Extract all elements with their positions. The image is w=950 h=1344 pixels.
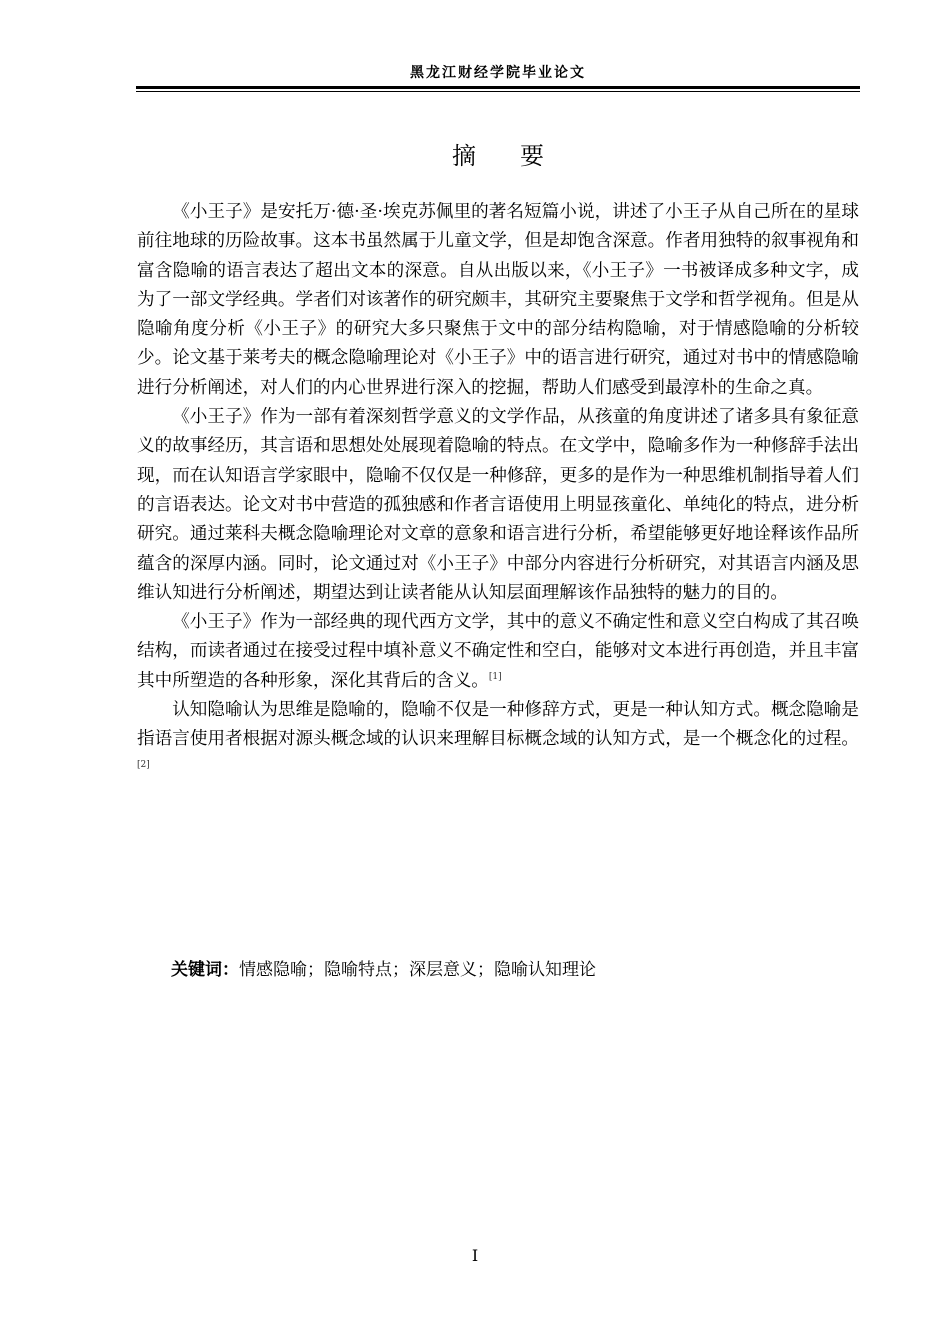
abstract-title-part2: 要 <box>520 142 544 170</box>
abstract-paragraph-3 <box>137 608 859 696</box>
abstract-title <box>136 140 860 172</box>
abstract-title-part1: 摘 <box>452 142 476 170</box>
citation-marker: [2] <box>137 759 150 770</box>
header-rule-thin <box>136 91 860 92</box>
paragraph-text: 《小王子》作为一部经典的现代西方文学，其中的意义不确定性和意义空白构成了其召唤结构，而读者通过在接受过程中填补意义不确定性和空白，能够对文本进行再创造，并且丰富其中所塑造的各种形象，深化其背后的含义。 <box>137 612 859 691</box>
abstract-paragraph-1 <box>137 198 859 403</box>
paragraph-text: 《小王子》作为一部有着深刻哲学意义的文学作品，从孩童的角度讲述了诸多具有象征意义的故事经历，其言语和思想处处展现着隐喻的特点。在文学中，隐喻多作为一种修辞手法出现，而在认知语言学家眼中，隐喻不仅仅是一种修辞，更多的是作为一种思维机制指导着人们的言语表达。论文对书中营造的孤独感和作者言语使用上明显孩童化、单纯化的特点，进分析研究。通过莱科夫概念隐喻理论对文章的意象和语言进行分析，希望能够更好地诠释该作品所蕴含的深厚内涵。同时，论文通过对《小王子》中部分内容进行分析研究，对其语言内涵及思维认知进行分析阐述，期望达到让读者能从认知层面理解该作品独特的魅力的目的。 <box>137 407 859 603</box>
paragraph-text: 认知隐喻认为思维是隐喻的，隐喻不仅是一种修辞方式，更是一种认知方式。概念隐喻是指语言使用者根据对源头概念域的认识来理解目标概念域的认知方式，是一个概念化的过程。 <box>137 700 859 750</box>
keywords-label: 关键词： <box>171 960 239 980</box>
abstract-paragraph-2 <box>137 403 859 608</box>
abstract-paragraph-4 <box>137 696 859 784</box>
abstract-body <box>137 198 859 784</box>
paragraph-text: 《小王子》是安托万·德·圣·埃克苏佩里的著名短篇小说，讲述了小王子从自己所在的星球前往地球的历险故事。这本书虽然属于儿童文学，但是却饱含深意。作者用独特的叙事视角和富含隐喻的语言表达了超出文本的深意。自从出版以来，《小王子》一书被译成多种文字，成为了一部文学经典。学者们对该著作的研究颇丰，其研究主要聚焦于文学和哲学视角。但是从隐喻角度分析《小王子》的研究大多只聚焦于文中的部分结构隐喻，对于情感隐喻的分析较少。论文基于莱考夫的概念隐喻理论对《小王子》中的语言进行研究，通过对书中的情感隐喻进行分析阐述，对人们的内心世界进行深入的挖掘，帮助人们感受到最淳朴的生命之真。 <box>137 202 859 398</box>
page-number: I <box>471 1246 479 1265</box>
citation-marker: [1] <box>488 671 502 682</box>
keywords-value: 情感隐喻；隐喻特点；深层意义；隐喻认知理论 <box>239 960 596 980</box>
running-header: 黑龙江财经学院毕业论文 <box>410 65 586 81</box>
keywords-line <box>171 958 596 982</box>
header-rule-thick <box>136 86 860 89</box>
